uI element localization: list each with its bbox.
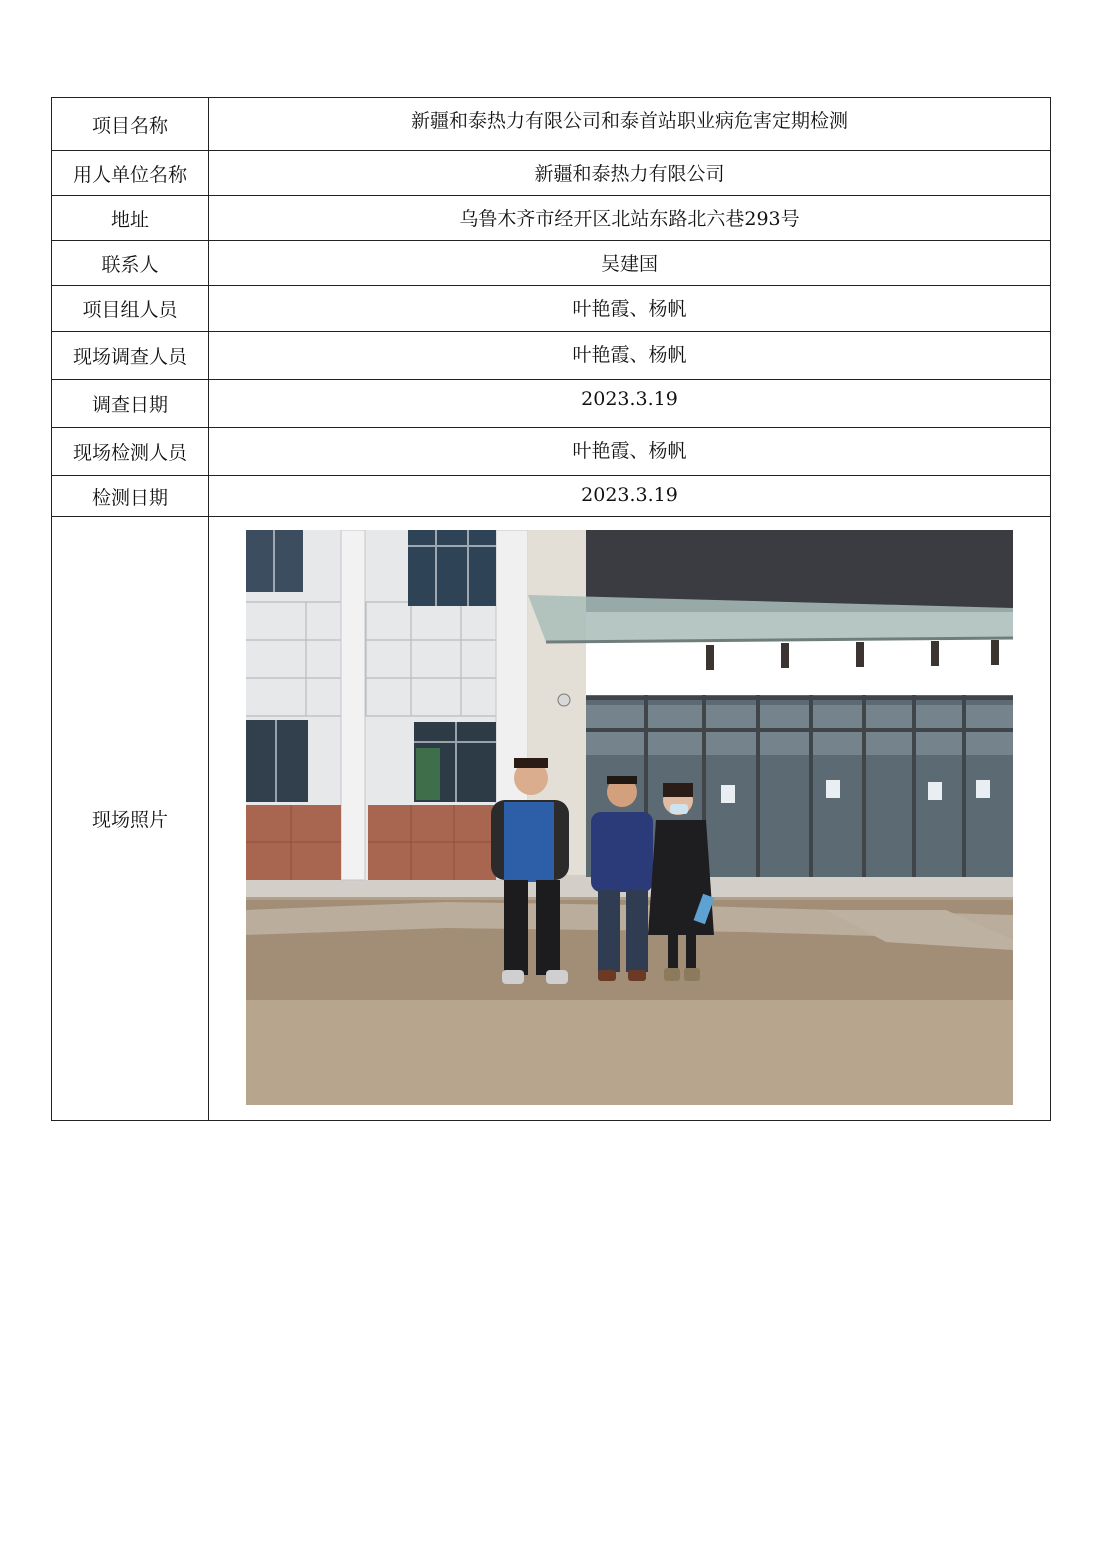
row-survey-date [52, 380, 1051, 428]
row-address [52, 196, 1051, 241]
survey-staff-label: 现场调查人员 [52, 332, 209, 380]
row-project-team [52, 286, 1051, 332]
survey-date-value: 2023.3.19 [209, 380, 1051, 428]
project-name-label: 项目名称 [52, 98, 209, 151]
row-survey-staff [52, 332, 1051, 380]
project-team-value: 叶艳霞、杨帆 [209, 286, 1051, 332]
testing-staff-value: 叶艳霞、杨帆 [209, 428, 1051, 476]
testing-date-label: 检测日期 [52, 476, 209, 517]
address-label: 地址 [52, 196, 209, 241]
row-project-name [52, 98, 1051, 151]
testing-staff-label: 现场检测人员 [52, 428, 209, 476]
survey-date-label: 调查日期 [52, 380, 209, 428]
row-testing-staff [52, 428, 1051, 476]
employer-name-label: 用人单位名称 [52, 151, 209, 196]
row-site-photo [52, 517, 1051, 1121]
survey-staff-value: 叶艳霞、杨帆 [209, 332, 1051, 380]
site-photo-cell [209, 517, 1051, 1121]
testing-date-value: 2023.3.19 [209, 476, 1051, 517]
project-team-label: 项目组人员 [52, 286, 209, 332]
row-employer-name [52, 151, 1051, 196]
address-value: 乌鲁木齐市经开区北站东路北六巷293号 [209, 196, 1051, 241]
site-photo-label: 现场照片 [52, 517, 209, 1121]
row-contact [52, 241, 1051, 286]
project-name-value: 新疆和泰热力有限公司和泰首站职业病危害定期检测 [209, 98, 1051, 151]
row-testing-date [52, 476, 1051, 517]
contact-label: 联系人 [52, 241, 209, 286]
employer-name-value: 新疆和泰热力有限公司 [209, 151, 1051, 196]
site-photo [246, 530, 1013, 1105]
contact-value: 吴建国 [209, 241, 1051, 286]
project-info-table [51, 97, 1051, 1121]
